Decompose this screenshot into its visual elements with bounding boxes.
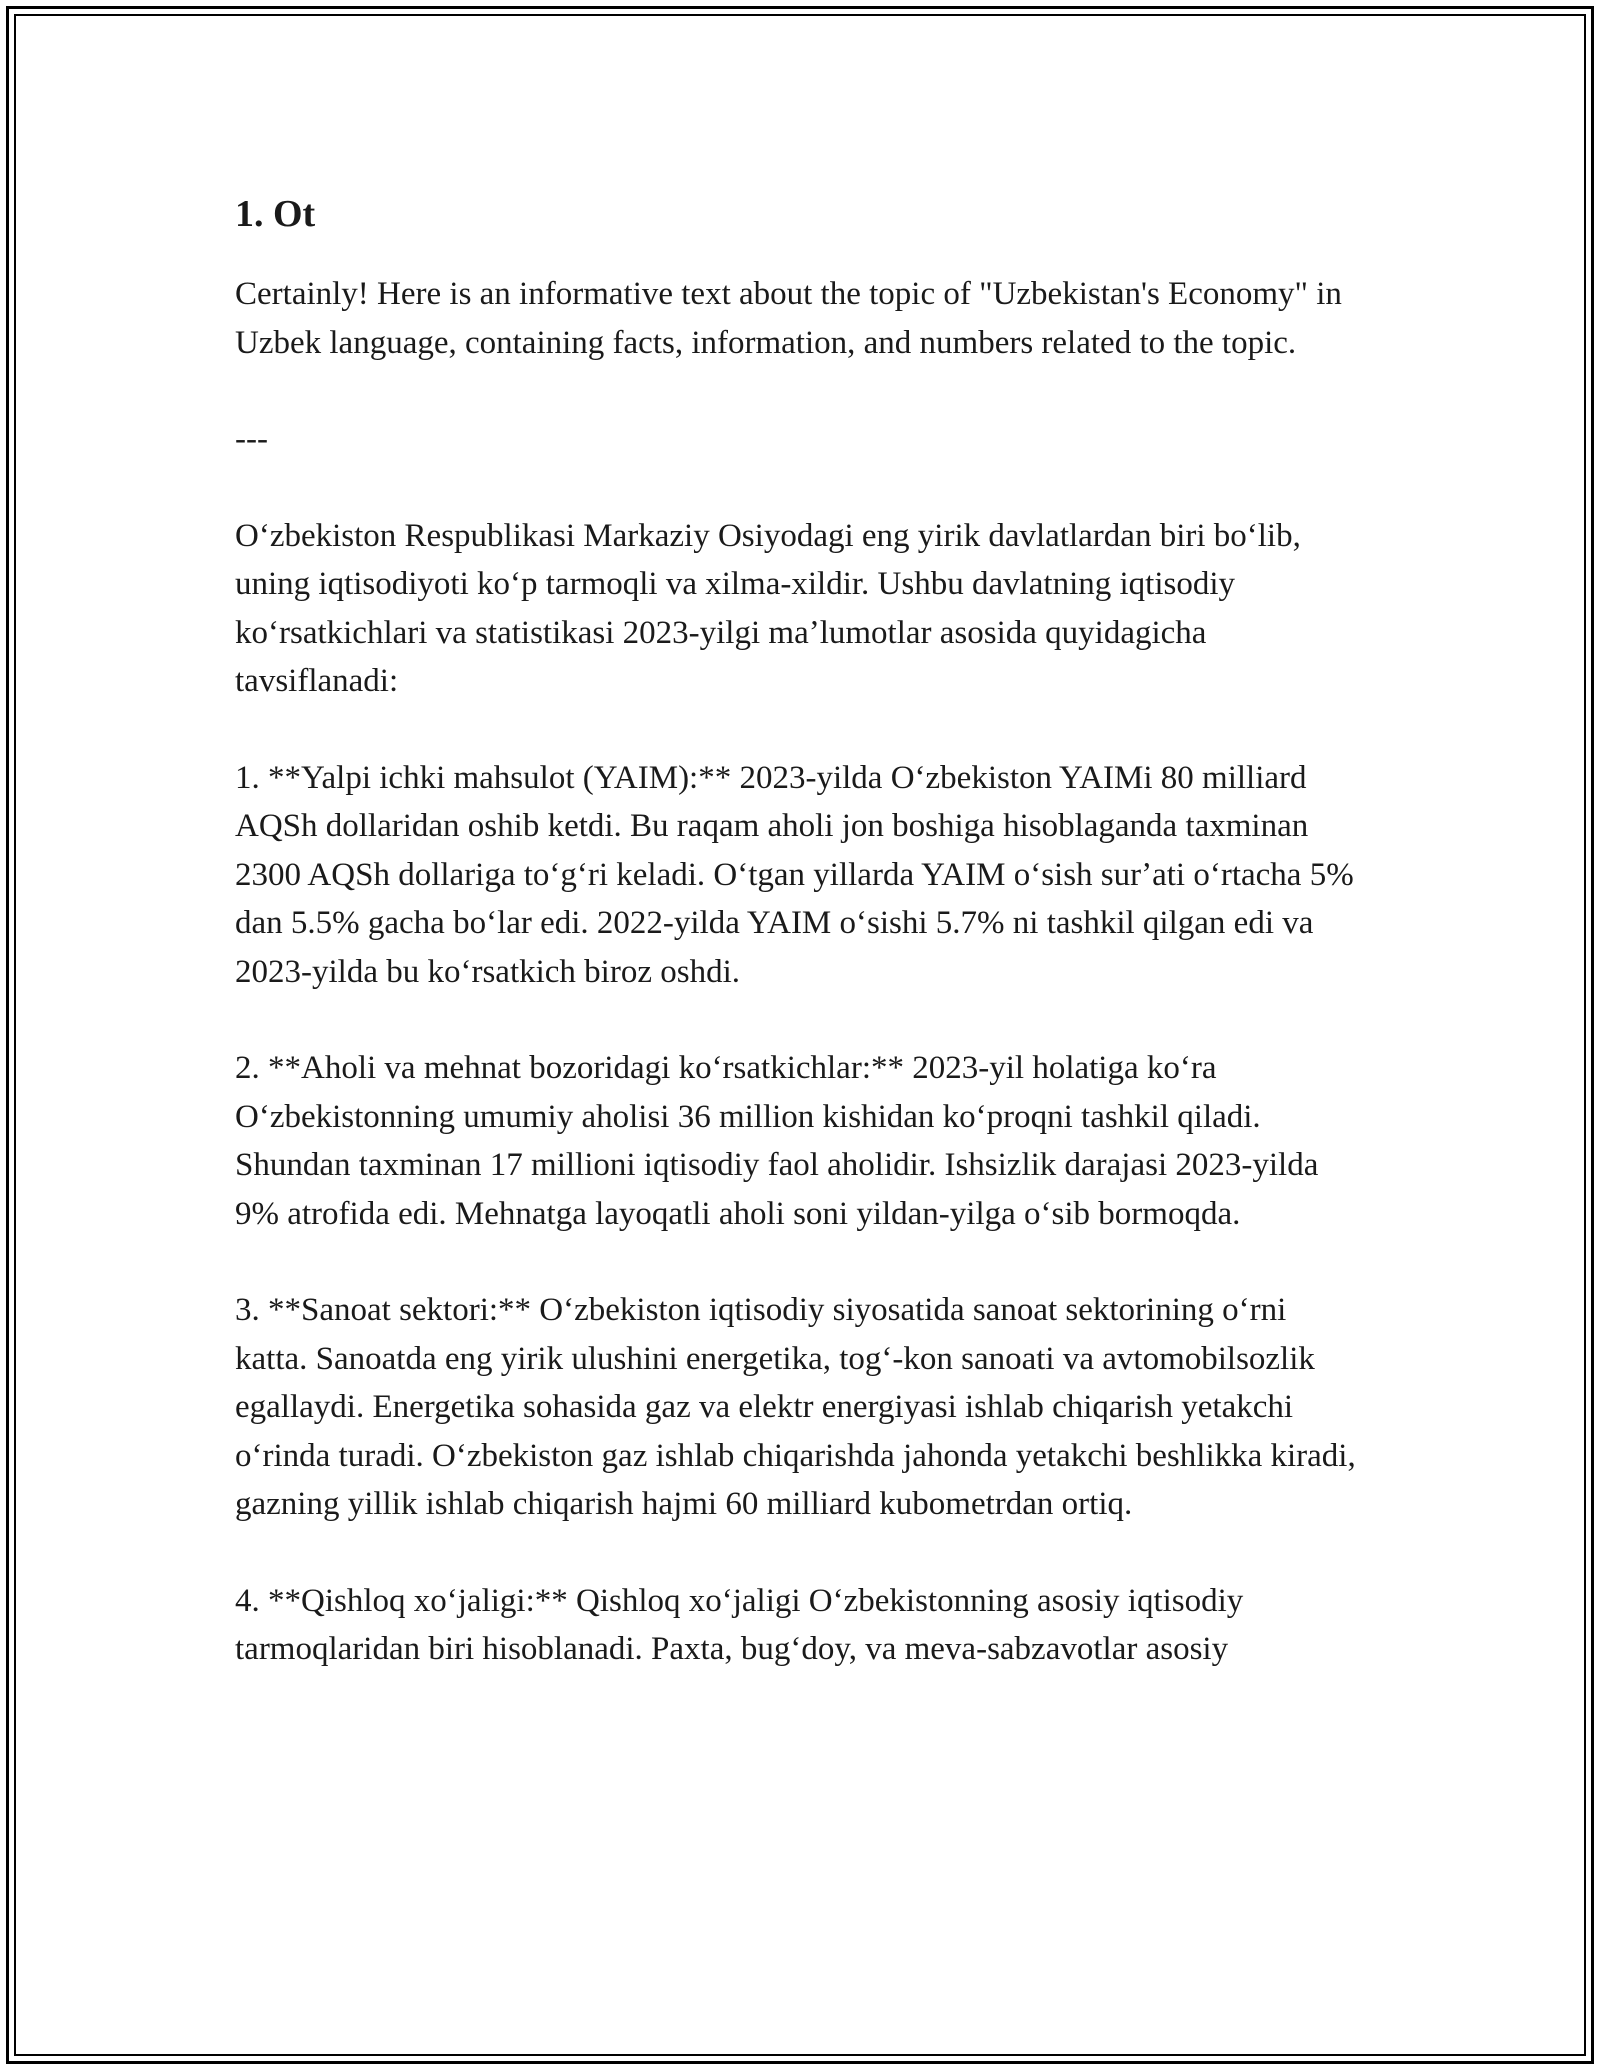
document-body — [235, 188, 1365, 1722]
industry-paragraph: 3. **Sanoat sektori:** Oʻzbekiston iqtisodiy siyosatida sanoat sektorining oʻrni katta. Sanoatda eng yirik ulushini energetika, togʻ-kon sanoati va avtomobilsozlik egallaydi. Energetika sohasida gaz va elektr energiyasi ishlab chiqarish yetakchi oʻrinda turadi. Oʻzbekiston gaz ishlab chiqarishda jahonda yetakchi beshlikka kiradi, gazning yillik ishlab chiqarish hajmi 60 milliard kubometrdan ortiq. — [235, 1292, 1356, 1522]
section-heading: 1. Ot — [235, 193, 316, 235]
agriculture-paragraph: 4. **Qishloq xoʻjaligi:** Qishloq xoʻjaligi Oʻzbekistonning asosiy iqtisodiy tarmoqlaridan biri hisoblanadi. Paxta, bugʻdoy, va meva-sabzavotlar asosiy — [235, 1582, 1244, 1667]
gdp-paragraph: 1. **Yalpi ichki mahsulot (YAIM):** 2023-yilda Oʻzbekiston YAIMi 80 milliard AQSh dollaridan oshib ketdi. Bu raqam aholi jon boshiga hisoblaganda taxminan 2300 AQSh dollariga toʻgʻri keladi. Oʻtgan yillarda YAIM oʻsish surʼati oʻrtacha 5% dan 5.5% gacha boʻlar edi. 2022-yilda YAIM oʻsishi 5.7% ni tashkil qilgan edi va 2023-yilda bu koʻrsatkich biroz oshdi. — [235, 759, 1354, 990]
intro-paragraph: Certainly! Here is an informative text about the topic of "Uzbekistan's Economy" in Uzbek language, containing facts, information, and numbers related to the topic. — [235, 276, 1342, 361]
labor-paragraph: 2. **Aholi va mehnat bozoridagi koʻrsatkichlar:** 2023-yil holatiga koʻra Oʻzbekistonning umumiy aholisi 36 million kishidan koʻproqni tashkil qiladi. Shundan taxminan 17 millioni iqtisodiy faol aholidir. Ishsizlik darajasi 2023-yilda 9% atrofida edi. Mehnatga layoqatli aholi soni yildan-yilga oʻsib bormoqda. — [235, 1050, 1319, 1232]
separator: --- — [235, 421, 268, 457]
overview-paragraph: Oʻzbekiston Respublikasi Markaziy Osiyodagi eng yirik davlatlardan biri boʻlib, uning iqtisodiyoti koʻp tarmoqli va xilma-xildir. Ushbu davlatning iqtisodiy koʻrsatkichlari va statistikasi 2023-yilgi maʼlumotlar asosida quyidagicha tavsiflanadi: — [235, 517, 1301, 699]
